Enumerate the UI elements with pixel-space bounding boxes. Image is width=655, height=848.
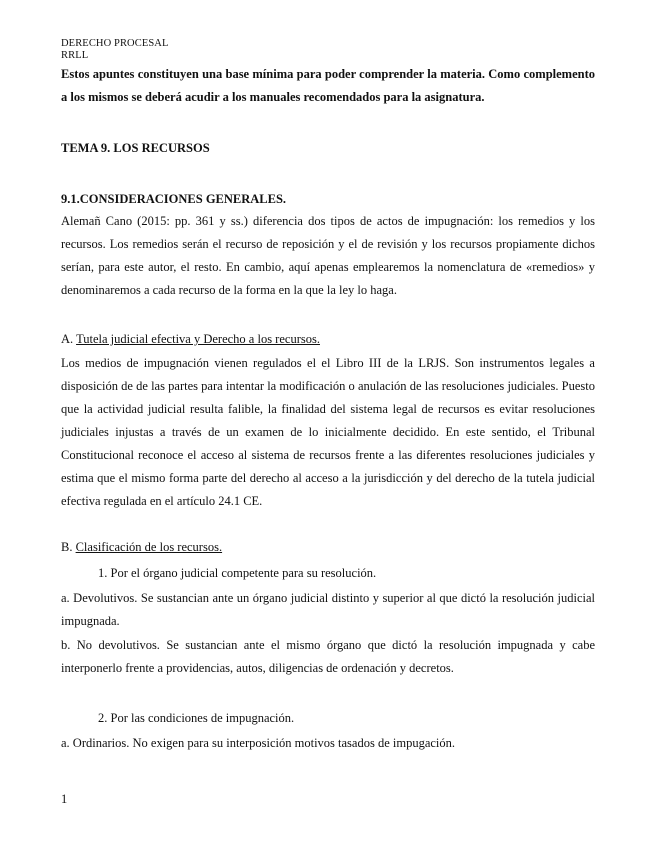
header-subject: DERECHO PROCESAL — [61, 38, 169, 49]
chapter-title: TEMA 9. LOS RECURSOS — [61, 141, 210, 155]
section-heading-general: 9.1.CONSIDERACIONES GENERALES. — [61, 192, 287, 206]
subsection-b-prefix: B. — [61, 540, 76, 554]
section-paragraph-general: Alemañ Cano (2015: pp. 361 y ss.) diferencia dos tipos de actos de impugnación: los remedios y los recursos. Los remedios serán el recurso de reposición y el de revisión y los recursos propiamente dichos serían, para este autor, el resto. En cambio, aquí apenas emplearemos la nomenclatura de «remedios» y denominaremos a cada recurso de la forma en la que la ley lo haga. — [61, 214, 595, 297]
subsection-paragraph-a: Los medios de impugnación vienen regulados el el Libro III de la LRJS. Son instrumentos legales a disposición de de las partes para intentar la modificación o anulación de las resoluciones judiciales. Puesto que la actividad judicial resulta falible, la finalidad del sistema legal de recursos es evitar resoluciones judiciales injustas a través de un examen de lo inicialmente decidido. En este sentido, el Tribunal Constitucional reconoce el acceso al sistema de recursos frente a las diferentes resoluciones judiciales y estima que el mismo forma parte del derecho al acceso a la jurisdicción y del derecho de la tutela judicial efectiva regulada en el artículo 24.1 CE. — [61, 356, 595, 508]
subsection-heading-a — [61, 328, 595, 351]
classification-criterion-2: 2. Por las condiciones de impugnación. — [98, 711, 295, 725]
subsection-a-title: Tutela judicial efectiva y Derecho a los recursos. — [76, 332, 320, 346]
subsection-a-prefix: A. — [61, 332, 77, 346]
classification-criterion-1: 1. Por el órgano judicial competente para su resolución. — [98, 566, 377, 580]
header-course: RRLL — [61, 50, 89, 61]
list-item-no-devolutivos: b. No devolutivos. Se sustancian ante el mismo órgano que dictó la resolución impugnada y cabe interponerlo frente a providencias, autos, diligencias de ordenación y decretos. — [61, 638, 595, 675]
subsection-b-title: Clasificación de los recursos. — [75, 540, 223, 554]
list-item-ordinarios: a. Ordinarios. No exigen para su interposición motivos tasados de impugación. — [61, 736, 456, 750]
list-item-devolutivos: a. Devolutivos. Se sustancian ante un órgano judicial distinto y superior al que dictó la resolución judicial impugnada. — [61, 591, 595, 628]
subsection-heading-b — [61, 536, 595, 559]
intro-paragraph: Estos apuntes constituyen una base mínima para poder comprender la materia. Como complemento a los mismos se deberá acudir a los manuales recomendados para la asignatura. — [61, 67, 595, 104]
page-number: 1 — [61, 792, 68, 806]
running-header — [61, 38, 169, 62]
